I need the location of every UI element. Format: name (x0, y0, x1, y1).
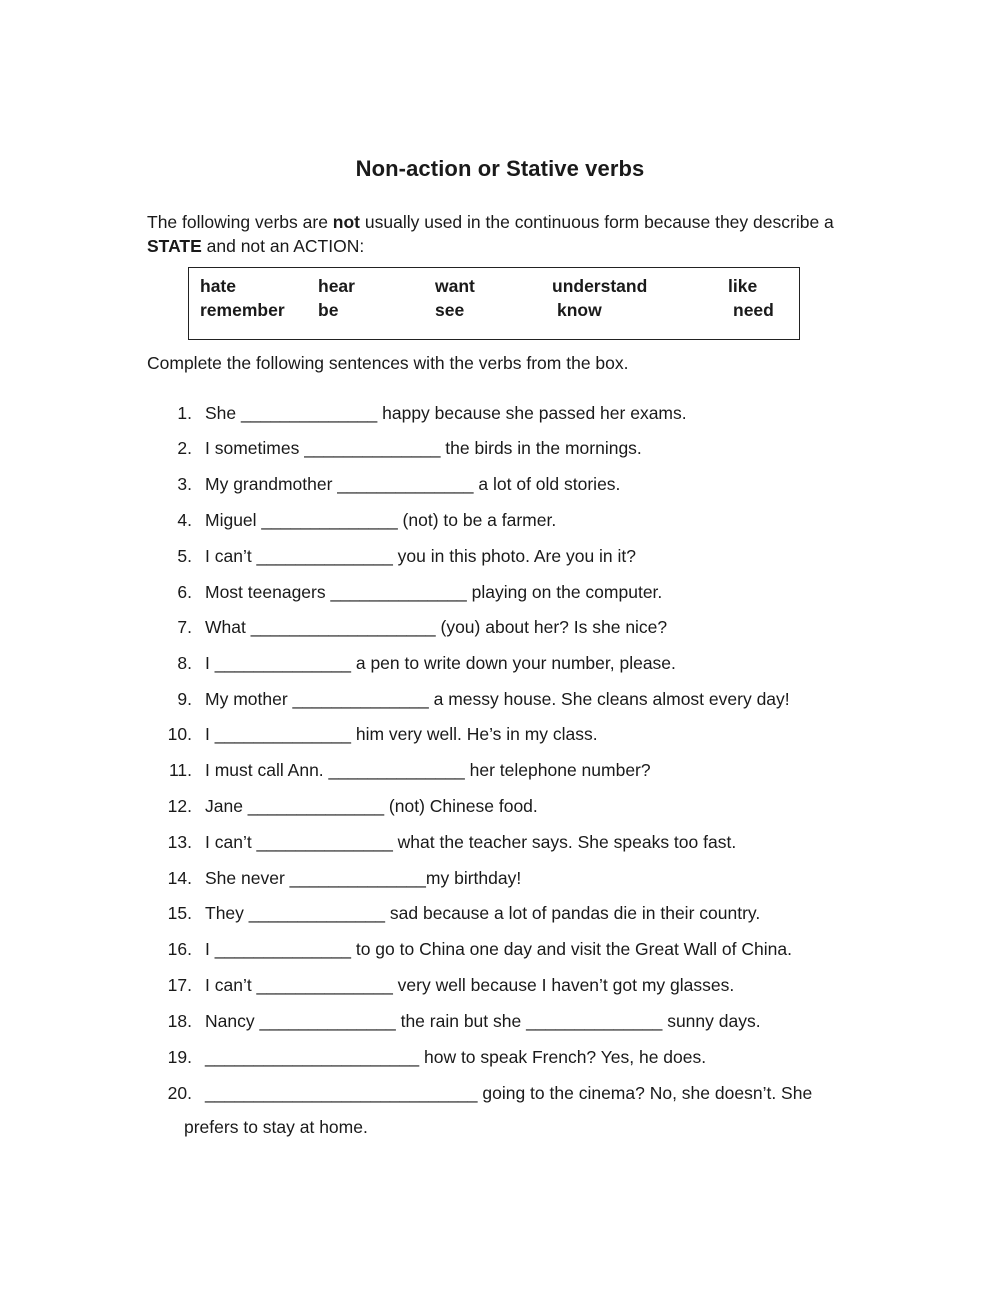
verb-like: like (728, 276, 758, 296)
item-number: 11. (168, 760, 192, 780)
intro-bold-state: STATE (147, 236, 202, 256)
intro-paragraph (147, 210, 867, 258)
item-text: My mother ______________ a messy house. She cleans almost every day! (205, 689, 790, 709)
item-number: 15. (167, 903, 192, 923)
item-text: I can’t ______________ what the teacher says. She speaks too fast. (205, 832, 737, 852)
item-text: I ______________ him very well. He’s in my class. (205, 724, 598, 744)
item-number: 20. (167, 1083, 192, 1103)
item-text: I can’t ______________ you in this photo. Are you in it? (205, 546, 637, 566)
verb-know: know (557, 300, 602, 320)
item-text: ______________________ how to speak French? Yes, he does. (205, 1047, 707, 1067)
item-number: 14. (167, 868, 192, 888)
verb-understand: understand (552, 276, 648, 296)
item-text: I ______________ to go to China one day and visit the Great Wall of China. (205, 939, 792, 959)
item-text: She never ______________my birthday! (205, 868, 522, 888)
instructions: Complete the following sentences with the verbs from the box. (147, 353, 629, 373)
verb-hate: hate (200, 276, 236, 296)
item-text: I ______________ a pen to write down your number, please. (205, 653, 676, 673)
item-number: 5. (177, 546, 192, 566)
item-number: 8. (177, 653, 192, 673)
verb-be: be (318, 300, 339, 320)
item-number: 4. (177, 510, 192, 530)
verb-see: see (435, 300, 465, 320)
item-number: 3. (177, 474, 192, 494)
item-number: 19. (167, 1047, 192, 1067)
item-number: 16. (167, 939, 192, 959)
item-text: ____________________________ going to the cinema? No, she doesn’t. She (205, 1083, 813, 1103)
item-number: 9. (177, 689, 192, 709)
item-number: 12. (167, 796, 192, 816)
item-number: 7. (177, 617, 192, 637)
verb-hear: hear (318, 276, 355, 296)
item-text: What ___________________ (you) about her? Is she nice? (205, 617, 668, 637)
item-number: 6. (177, 582, 192, 602)
item-number: 18. (167, 1011, 192, 1031)
item-20-continuation: prefers to stay at home. (184, 1117, 368, 1137)
item-text: I sometimes ______________ the birds in the mornings. (205, 438, 642, 458)
item-text: She ______________ happy because she passed her exams. (205, 403, 687, 423)
verb-box (188, 267, 800, 340)
intro-bold-not: not (332, 212, 361, 232)
verb-want: want (435, 276, 475, 296)
intro-text-2: usually used in the continuous form because they describe a (360, 212, 834, 232)
item-number: 2. (177, 438, 192, 458)
item-text: Most teenagers ______________ playing on the computer. (205, 582, 663, 602)
item-text: Nancy ______________ the rain but she ______________ sunny days. (205, 1011, 761, 1031)
item-number: 10. (167, 724, 192, 744)
item-text: My grandmother ______________ a lot of old stories. (205, 474, 621, 494)
item-text: Jane ______________ (not) Chinese food. (205, 796, 538, 816)
item-number: 1. (177, 403, 192, 423)
item-text: I can’t ______________ very well because I haven’t got my glasses. (205, 975, 735, 995)
item-text: Miguel ______________ (not) to be a farmer. (205, 510, 557, 530)
verb-remember: remember (200, 300, 285, 320)
intro-text-1: The following verbs are (147, 212, 333, 232)
page-title: Non-action or Stative verbs (355, 156, 645, 181)
item-number: 17. (167, 975, 192, 995)
verb-need: need (733, 300, 774, 320)
item-number: 13. (167, 832, 192, 852)
item-text: I must call Ann. ______________ her telephone number? (205, 760, 651, 780)
intro-text-3: and not an ACTION: (201, 236, 365, 256)
item-text: They ______________ sad because a lot of pandas die in their country. (205, 903, 761, 923)
